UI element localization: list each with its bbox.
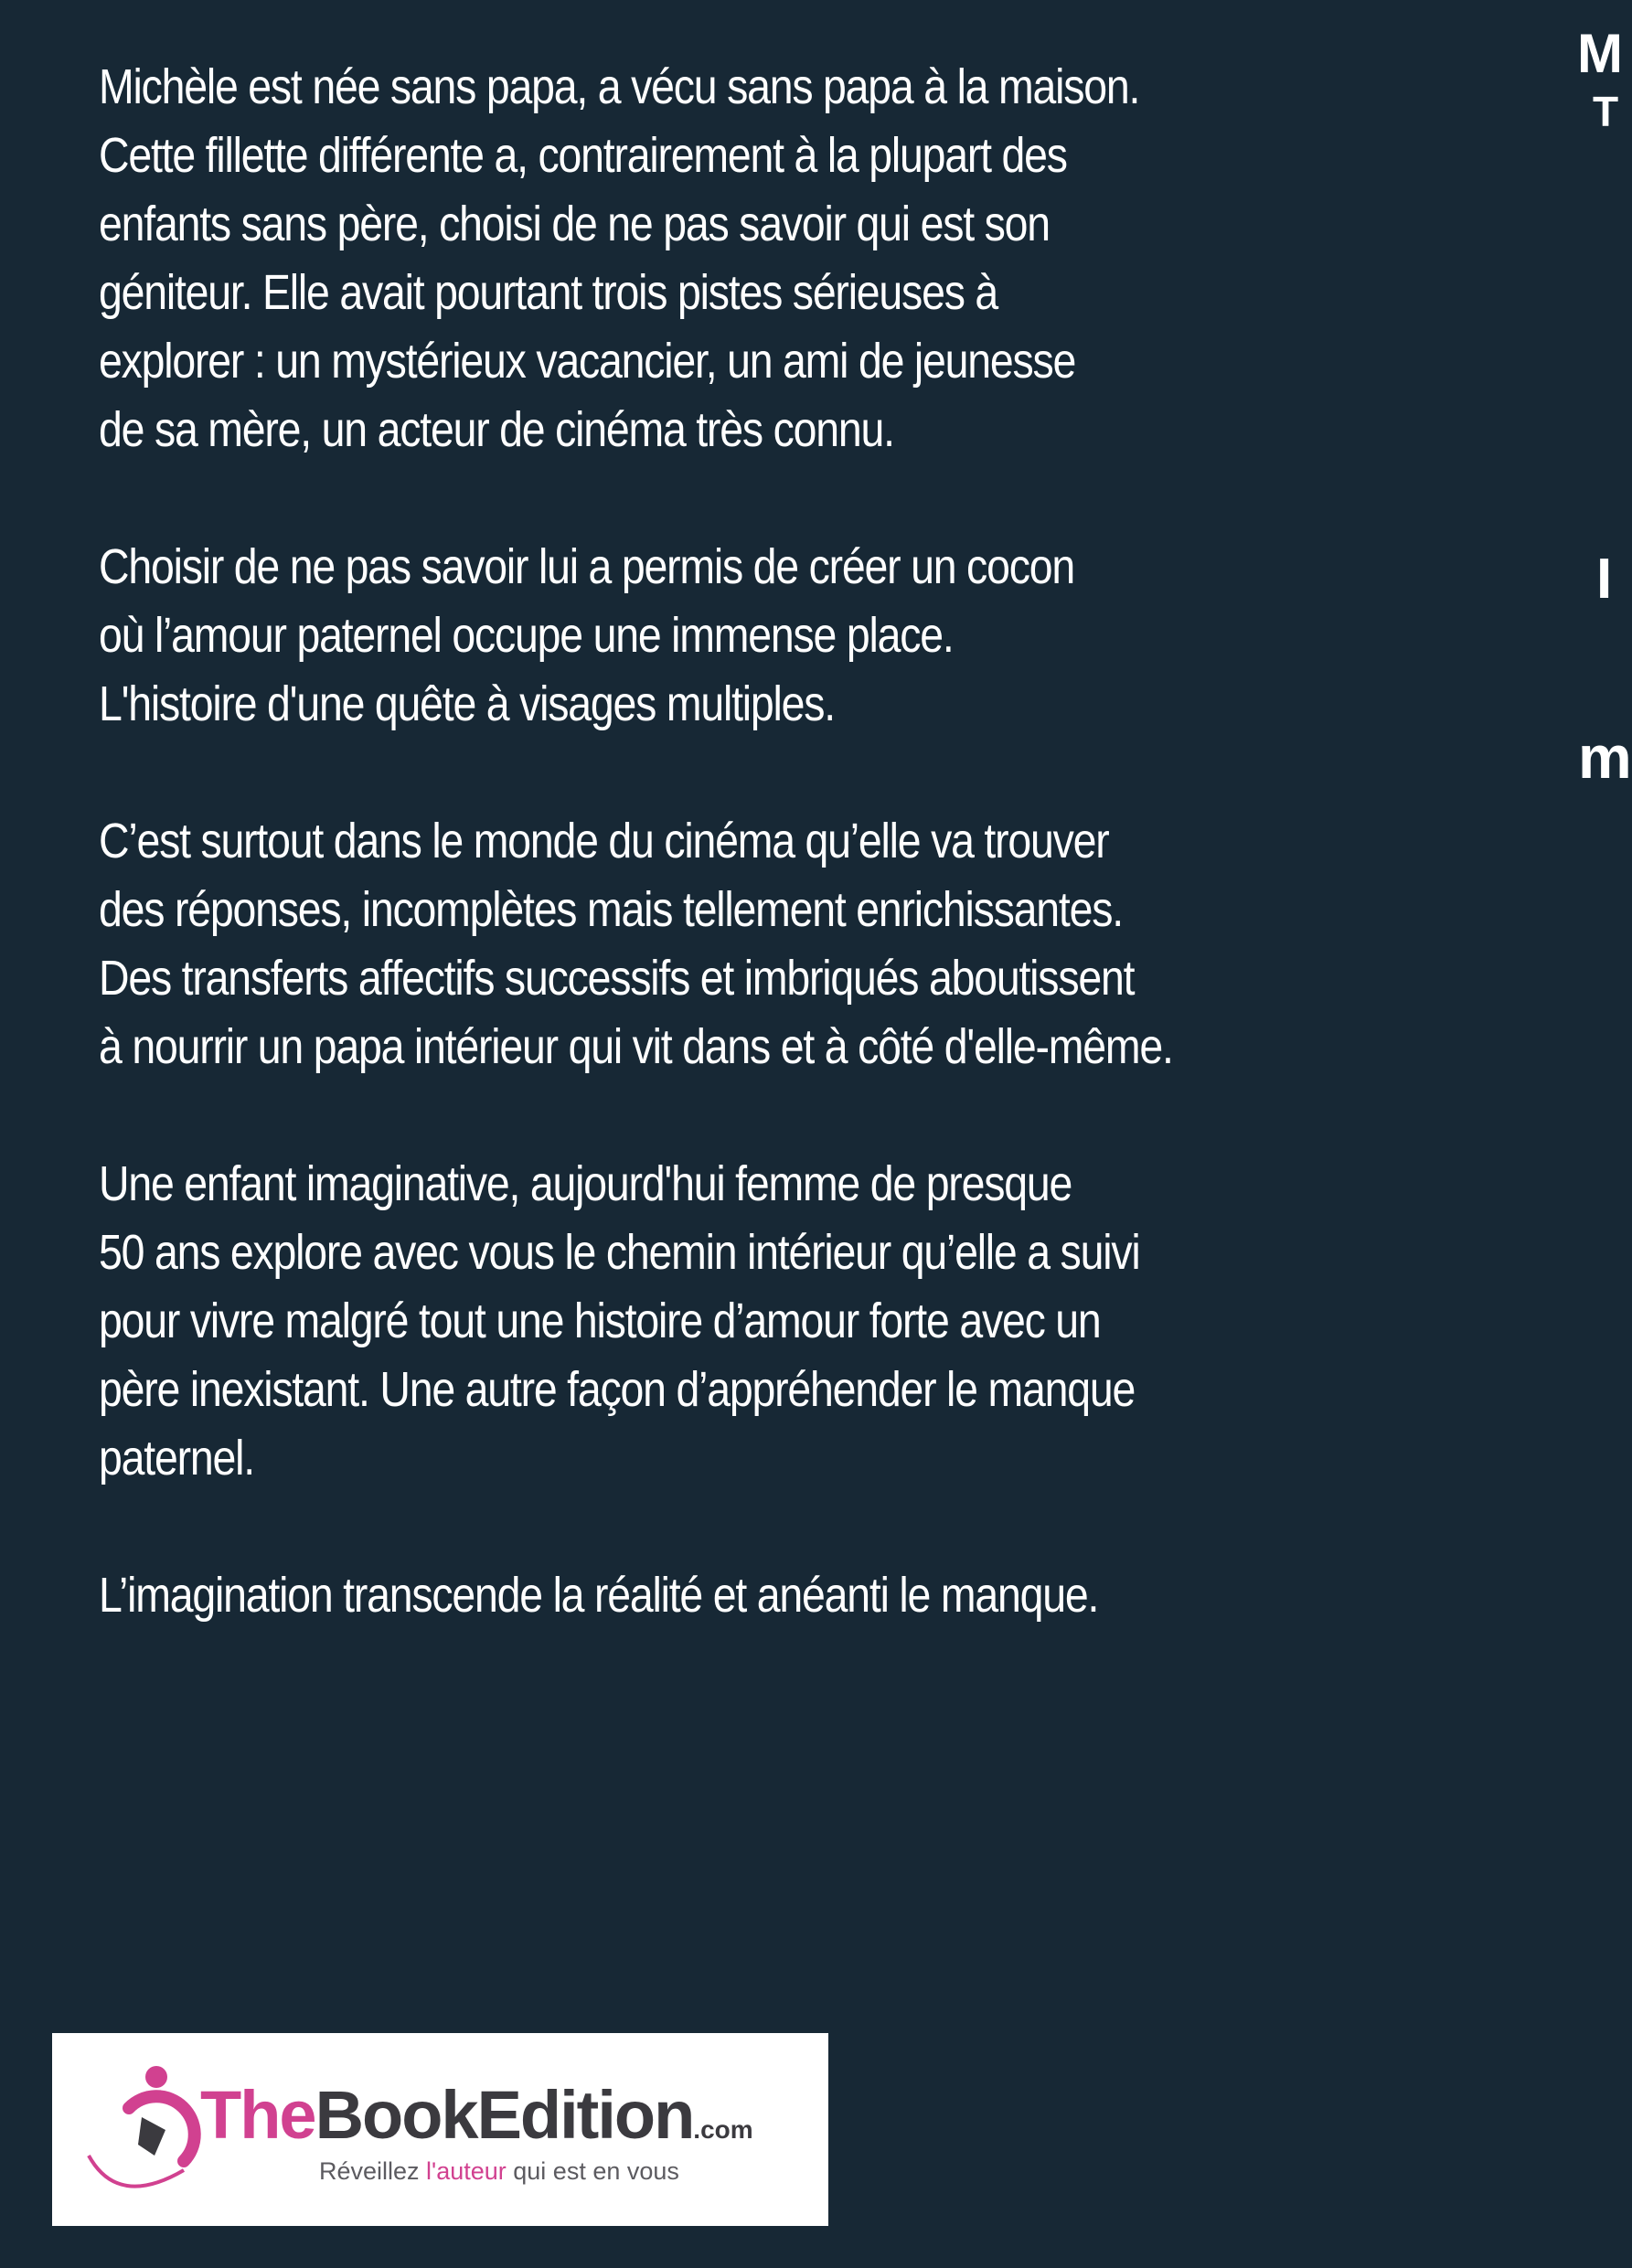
blurb-paragraph-5 <box>99 1561 1231 1630</box>
publisher-name-part2: BookEdition <box>315 2077 694 2153</box>
blurb-line: explorer : un mystérieux vacancier, un ami de jeunesse <box>99 334 1076 389</box>
blurb-line: Une enfant imaginative, aujourd'hui femme de presque <box>99 1156 1072 1211</box>
blurb-line: de sa mère, un acteur de cinéma très connu. <box>99 402 894 457</box>
spine-fragment: I <box>1596 548 1613 611</box>
blurb-line: des réponses, incomplètes mais tellement enrichissantes. <box>99 882 1123 937</box>
blurb-line: à nourrir un papa intérieur qui vit dans et à côté d'elle-même. <box>99 1019 1173 1074</box>
blurb-line: Choisir de ne pas savoir lui a permis de créer un cocon <box>99 539 1074 594</box>
blurb-line: L'histoire d'une quête à visages multiples. <box>99 676 835 731</box>
blurb-line: C’est surtout dans le monde du cinéma qu’elle va trouver <box>99 814 1109 868</box>
blurb-line: enfants sans père, choisi de ne pas savoir qui est son <box>99 197 1050 251</box>
spine-fragment: m <box>1578 723 1632 791</box>
publisher-logo-icon <box>81 2053 200 2190</box>
blurb-line: Cette fillette différente a, contrairement à la plupart des <box>99 128 1067 183</box>
blurb-line: où l’amour paternel occupe une immense place. <box>99 608 954 663</box>
publisher-name <box>200 2079 753 2167</box>
blurb-line: père inexistant. Une autre façon d’appréhender le manque <box>99 1362 1136 1417</box>
blurb-line: géniteur. Elle avait pourtant trois pistes sérieuses à <box>99 265 998 320</box>
blurb-paragraph-1 <box>99 53 1231 464</box>
blurb-paragraph-2 <box>99 533 1231 739</box>
publisher-name-part1: The <box>200 2077 315 2153</box>
blurb-line: L’imagination transcende la réalité et anéanti le manque. <box>99 1568 1099 1623</box>
spine-edge-text <box>1574 0 1632 823</box>
blurb-line: 50 ans explore avec vous le chemin intérieur qu’elle a suivi <box>99 1225 1140 1280</box>
tagline-accent: l'auteur <box>426 2157 507 2185</box>
blurb-paragraph-4 <box>99 1150 1231 1493</box>
blurb-line: Michèle est née sans papa, a vécu sans papa à la maison. <box>99 59 1140 114</box>
blurb-text <box>99 53 1231 1698</box>
publisher-logo <box>52 2033 828 2226</box>
tagline-after: qui est en vous <box>506 2157 679 2185</box>
publisher-domain: .com <box>693 2115 753 2144</box>
blurb-paragraph-3 <box>99 807 1231 1081</box>
blurb-line: Des transferts affectifs successifs et imbriqués aboutissent <box>99 951 1135 1006</box>
blurb-line: paternel. <box>99 1431 254 1485</box>
tagline-before: Réveillez <box>319 2157 427 2185</box>
spine-fragment: M <box>1577 23 1623 84</box>
blurb-line: pour vivre malgré tout une histoire d’amour forte avec un <box>99 1294 1101 1348</box>
publisher-tagline <box>319 2157 679 2186</box>
spine-fragment: T <box>1593 88 1619 135</box>
